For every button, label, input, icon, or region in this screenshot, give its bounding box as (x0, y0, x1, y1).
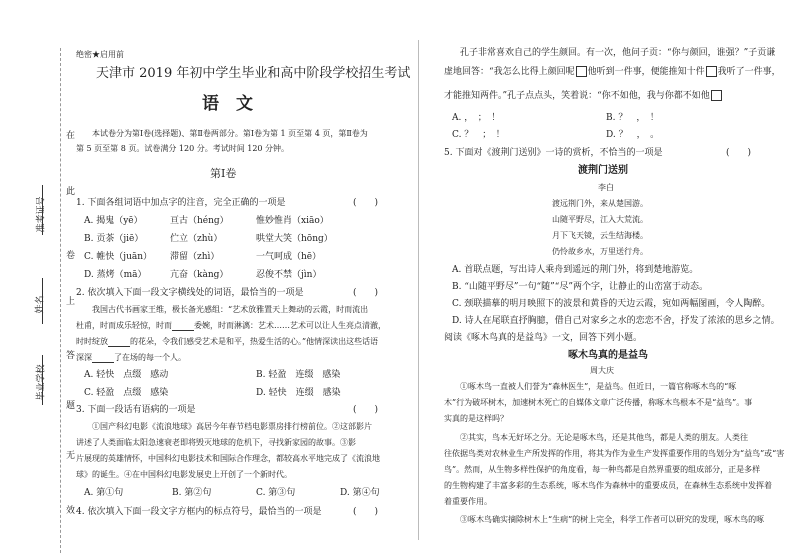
blank[interactable] (172, 321, 194, 331)
margin-char: 无 (64, 450, 74, 459)
margin-char-top: 在 (64, 130, 74, 139)
field-name-line[interactable] (42, 278, 43, 324)
field-name: 姓名 (35, 295, 46, 314)
q1-option-b3: 哄堂大笑（hōng） (256, 234, 333, 244)
poem-line-1: 渡远荆门外，来从楚国游。 (552, 199, 648, 208)
q5-answer-paren[interactable]: ( ) (726, 148, 752, 158)
blank[interactable] (92, 353, 114, 363)
q1-option-c3: 一气呵成（hē） (256, 252, 322, 262)
margin-char: 答 (64, 350, 74, 359)
q2-option-c: C. 轻盈 点缀 感染 (84, 388, 169, 398)
q2-option-d: D. 轻快 连缀 感染 (256, 388, 341, 398)
field-exam-number-line[interactable] (42, 185, 43, 235)
q4-stem: 4. 依次填入下面一段文字方框内的标点符号，最恰当的一项是 (76, 507, 322, 517)
margin-char: 此 (64, 186, 74, 195)
margin-char: 上 (64, 296, 74, 305)
q1-option-c: C. 帷快（juān） (84, 252, 153, 262)
q3-passage-3: 片展现的英雄情怀，中国科幻电影技术和国际合作理念，都较高水平地完成了《流浪地 (76, 454, 380, 463)
q1-stem: 1. 下面各组词语中加点字的注音，完全正确的一项是 (76, 198, 286, 208)
poem-author: 李白 (598, 183, 614, 192)
punctuation-box-2[interactable] (706, 66, 717, 77)
punctuation-box-1[interactable] (576, 66, 587, 77)
q1-option-b2: 伫立（zhù） (170, 234, 223, 244)
q1-option-c2: 滞留（zhì） (170, 252, 220, 262)
binding-dash-line (60, 48, 61, 553)
article-line: 鸟”。然而，从生物多样性保护的角度看，每一种鸟都是自然界重要的组成部分，正是多样 (444, 465, 761, 474)
q1-answer-paren[interactable]: ( ) (353, 198, 379, 208)
article-author: 周大庆 (590, 366, 614, 375)
secret-mark: 绝密★启用前 (76, 50, 124, 59)
field-school-line[interactable] (42, 355, 43, 405)
poem-line-4: 仍怜故乡水，万里送行舟。 (552, 247, 648, 256)
poem-line-2: 山随平野尽，江入大荒流。 (552, 215, 648, 224)
poem-title: 渡荆门送别 (578, 165, 628, 176)
q2-passage-4: 深深 了在场的每一个人。 (76, 353, 186, 362)
article-line: ③啄木鸟确实摘除树木上“生病”的树上完全，科学工作者可以研究的发现，啄木鸟的啄 (460, 515, 765, 524)
q3-answer-paren[interactable]: ( ) (353, 405, 379, 415)
article-line: 往依据鸟类对农林业生产所发挥的作用，将其为作为业生产发挥重要作用的鸟划分为“益鸟”或“害 (444, 449, 785, 458)
article-line: 木”行为破坏树木，加速树木死亡的自媒体文章广泛传播，称啄木鸟根本不是“益鸟”。事 (444, 398, 753, 407)
margin-char: 卷 (64, 250, 74, 259)
subject-title: 语 文 (202, 94, 253, 114)
q4-passage-1: 孔子非常喜欢自己的学生颜回。有一次，他问子贡：“你与颜回，谁强？”子贡谦 (460, 48, 776, 58)
field-exam-number: 准考证号 (36, 196, 47, 233)
q4-option-c: C. ？ ； ！ (452, 130, 505, 140)
q2-option-b: B. 轻盈 连缀 感染 (256, 370, 341, 380)
intro-line-2: 第 5 页至第 8 页。试卷满分 120 分。考试时间 120 分钟。 (76, 144, 290, 153)
article-line: ②其实，鸟本无好坏之分。无论是啄木鸟，还是其他鸟，都是人类的朋友。人类往 (460, 433, 748, 442)
field-school: 毕业学校 (36, 364, 47, 401)
punctuation-box-3[interactable] (711, 90, 722, 101)
q5-option-a: A. 首联点题，写出诗人乘舟到遥远的荆门外，将到楚地游览。 (452, 265, 699, 275)
q4-option-d: D. ？ ， 。 (606, 130, 660, 140)
article-line: 着重要作用。 (444, 497, 492, 506)
q4-passage-2: 虚地回答：“我怎么比得上颜回呢 他听到一件事，便能推知十件 我听了一件事， (444, 67, 781, 77)
q1-option-a: A. 揭鬼（yē） (84, 216, 143, 226)
article-line: ①啄木鸟一直被人们誉为“森林医生”，是益鸟。但近日，一篇官称啄木鸟的“啄 (460, 382, 737, 391)
margin-char: 题 (64, 400, 74, 409)
margin-char: 效 (64, 505, 74, 514)
q4-option-a: A. ， ； ！ (452, 113, 501, 123)
reading-intro: 阅读《啄木鸟真的是益鸟》一文，回答下列小题。 (444, 333, 643, 343)
q3-passage-1: ①国产科幻电影《流浪地球》高居今年春节档电影票房排行榜前位。②这部影片 (92, 422, 372, 431)
intro-line-1: 本试卷分为第Ⅰ卷(选择题)、第Ⅱ卷两部分。第Ⅰ卷为第 1 页至第 4 页，第Ⅱ卷为 (92, 129, 368, 138)
section-heading: 第Ⅰ卷 (210, 167, 237, 180)
q4-option-b: B. ？ ， ！ (606, 113, 659, 123)
q3-option-d: D. 第④句 (340, 488, 380, 498)
q2-option-a: A. 轻快 点缀 感动 (84, 370, 169, 380)
q2-answer-paren[interactable]: ( ) (353, 288, 379, 298)
page-divider (418, 40, 419, 540)
q3-option-c: C. 第③句 (256, 488, 296, 498)
q2-stem: 2. 依次填入下面一段文字横线处的词语，最恰当的一项是 (76, 288, 304, 298)
blank[interactable] (108, 337, 130, 347)
q1-option-a3: 惟妙惟肖（xiāo） (256, 216, 329, 226)
q5-option-d: D. 诗人在尾联直抒胸臆，借自己对家乡之水的恋恋不舍，抒发了浓浓的思乡之情。 (452, 316, 780, 326)
q5-option-b: B. “山随平野尽”一句“随”“尽”两个字，让静止的山峦富于动态。 (452, 282, 708, 292)
q2-passage-2: 杜甫，时而成乐轻惊，时而 委婉，时而淋漓：艺术……艺术可以让人生亮点清澈， (76, 321, 386, 330)
exam-title: 天津市 2019 年初中学生毕业和高中阶段学校招生考试 (96, 66, 411, 81)
q2-passage-3: 时时绽放 的花朵，令我们感受艺术是和平，热爱生活的心。”他情深读出这些话语 (76, 337, 379, 346)
article-line: 实真的是这样吗？ (444, 414, 508, 423)
q3-passage-2: 讲述了人类面临太阳急速衰老即将毁灭地球的危机下，寻找新家园的故事。③影 (76, 438, 356, 447)
q1-option-a2: 亘古（héng） (170, 216, 229, 226)
q5-option-c: C. 颈联描摹的明月映照下的波景和黄昏的天边云霞，宛如两幅图画，令人陶醉。 (452, 299, 771, 309)
q4-answer-paren[interactable]: ( ) (353, 507, 379, 517)
poem-line-3: 月下飞天镜，云生结海楼。 (552, 231, 648, 240)
q1-option-d3: 忍俊不禁（jìn） (256, 270, 322, 280)
q2-passage-1: 我国古代书画家王维，极长备光感组：“艺术放雅置天上舞动的云霞，时而流出 (92, 305, 369, 314)
q3-option-a: A. 第①句 (84, 488, 124, 498)
q3-stem: 3. 下面一段话有语病的一项是 (76, 405, 196, 415)
q1-option-d2: 亢奋（kàng） (170, 270, 229, 280)
q4-passage-3: 才能推知两件。”孔子点点头，笑着说：“你不如他，我与你都不如他 (444, 90, 723, 102)
q1-option-d: D. 蒸烤（mā） (84, 270, 147, 280)
article-title: 啄木鸟真的是益鸟 (568, 350, 648, 361)
q5-stem: 5. 下面对《渡荆门送别》一诗的赏析，不恰当的一项是 (444, 148, 663, 158)
q3-option-b: B. 第②句 (172, 488, 212, 498)
q1-option-b: B. 贡茶（jiē） (84, 234, 144, 244)
article-line: 的生物构建了丰富多彩的生态系统，啄木鸟作为森林中的重要成员，在森林生态系统中发挥着 (444, 481, 772, 490)
q3-passage-4: 球》的诞生。④在中国科幻电影发展史上开创了一个新时代。 (76, 470, 292, 479)
